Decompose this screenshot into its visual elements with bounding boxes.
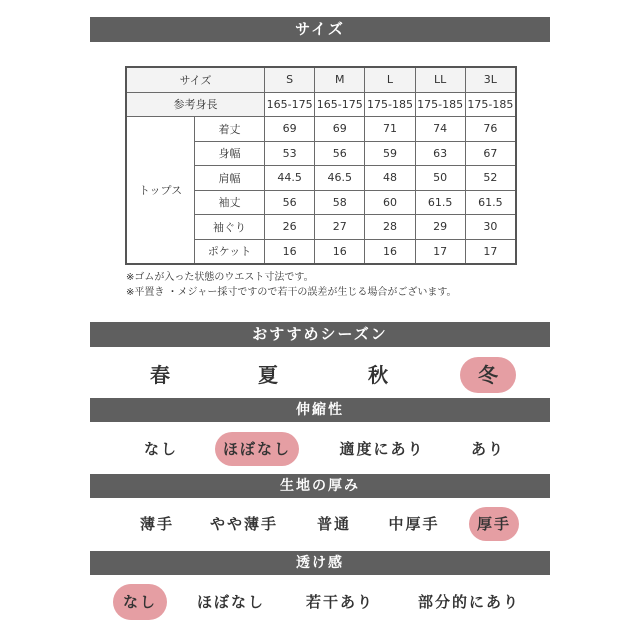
size-notes — [126, 270, 457, 300]
cell: 61.5 — [465, 190, 516, 215]
cell: 27 — [315, 215, 365, 240]
thickness-thin: 薄手 — [139, 515, 175, 533]
cell: 16 — [315, 239, 365, 264]
stretch-almost-none-selected: ほぼなし — [215, 432, 299, 466]
cell: 61.5 — [415, 190, 465, 215]
cell: 30 — [465, 215, 516, 240]
table-row-size — [126, 67, 516, 92]
row-label: 肩幅 — [195, 166, 265, 191]
row-label: 身幅 — [195, 141, 265, 166]
height-value: 175-185 — [465, 92, 516, 117]
stretch-moderate: 適度にあり — [339, 440, 425, 458]
table-row-height — [126, 92, 516, 117]
row-label: ポケット — [195, 239, 265, 264]
cell: 76 — [465, 117, 516, 142]
height-value: 165-175 — [265, 92, 315, 117]
cell: 56 — [315, 141, 365, 166]
cell: 50 — [415, 166, 465, 191]
cell: 52 — [465, 166, 516, 191]
height-value: 165-175 — [315, 92, 365, 117]
cell: 58 — [315, 190, 365, 215]
stretch-yes: あり — [470, 440, 506, 458]
cell: 44.5 — [265, 166, 315, 191]
row-label: 着丈 — [195, 117, 265, 142]
table-row — [126, 117, 516, 142]
thickness-medium-thick: 中厚手 — [388, 515, 440, 533]
season-autumn: 秋 — [368, 363, 388, 387]
size-row-label: サイズ — [126, 67, 265, 92]
cell: 69 — [265, 117, 315, 142]
cell: 46.5 — [315, 166, 365, 191]
size-ll: LL — [415, 67, 465, 92]
season-title: おすすめシーズン — [90, 322, 550, 347]
size-table — [125, 66, 517, 265]
category-tops: トップス — [126, 117, 195, 265]
height-row-label: 参考身長 — [126, 92, 265, 117]
cell: 63 — [415, 141, 465, 166]
cell: 26 — [265, 215, 315, 240]
cell: 28 — [365, 215, 415, 240]
thickness-slightly-thin: やや薄手 — [209, 515, 279, 533]
cell: 71 — [365, 117, 415, 142]
cell: 29 — [415, 215, 465, 240]
cell: 74 — [415, 117, 465, 142]
row-label: 袖ぐり — [195, 215, 265, 240]
sheer-title: 透け感 — [90, 551, 550, 575]
cell: 56 — [265, 190, 315, 215]
sheer-slightly: 若干あり — [305, 593, 375, 611]
size-s: S — [265, 67, 315, 92]
season-summer: 夏 — [258, 363, 278, 387]
thickness-thick-selected: 厚手 — [469, 507, 519, 541]
thickness-normal: 普通 — [316, 515, 352, 533]
note-waist: ※ゴムが入った状態のウエスト寸法です。 — [126, 272, 314, 283]
season-spring: 春 — [150, 363, 170, 387]
cell: 67 — [465, 141, 516, 166]
sheer-partially: 部分的にあり — [417, 593, 521, 611]
cell: 59 — [365, 141, 415, 166]
stretch-none: なし — [143, 440, 179, 458]
row-label: 袖丈 — [195, 190, 265, 215]
thickness-title: 生地の厚み — [90, 474, 550, 498]
size-m: M — [315, 67, 365, 92]
cell: 53 — [265, 141, 315, 166]
size-3l: 3L — [465, 67, 516, 92]
size-section-title: サイズ — [90, 17, 550, 42]
cell: 17 — [415, 239, 465, 264]
cell: 16 — [265, 239, 315, 264]
cell: 48 — [365, 166, 415, 191]
height-value: 175-185 — [365, 92, 415, 117]
stretch-title: 伸縮性 — [90, 398, 550, 422]
cell: 16 — [365, 239, 415, 264]
season-winter-selected: 冬 — [460, 357, 516, 393]
note-measurement: ※平置き ・メジャー採寸ですので若干の誤差が生じる場合がございます。 — [126, 287, 457, 298]
cell: 69 — [315, 117, 365, 142]
size-l: L — [365, 67, 415, 92]
sheer-none-selected: なし — [113, 584, 167, 620]
cell: 17 — [465, 239, 516, 264]
cell: 60 — [365, 190, 415, 215]
sheer-almost-none: ほぼなし — [196, 593, 266, 611]
height-value: 175-185 — [415, 92, 465, 117]
